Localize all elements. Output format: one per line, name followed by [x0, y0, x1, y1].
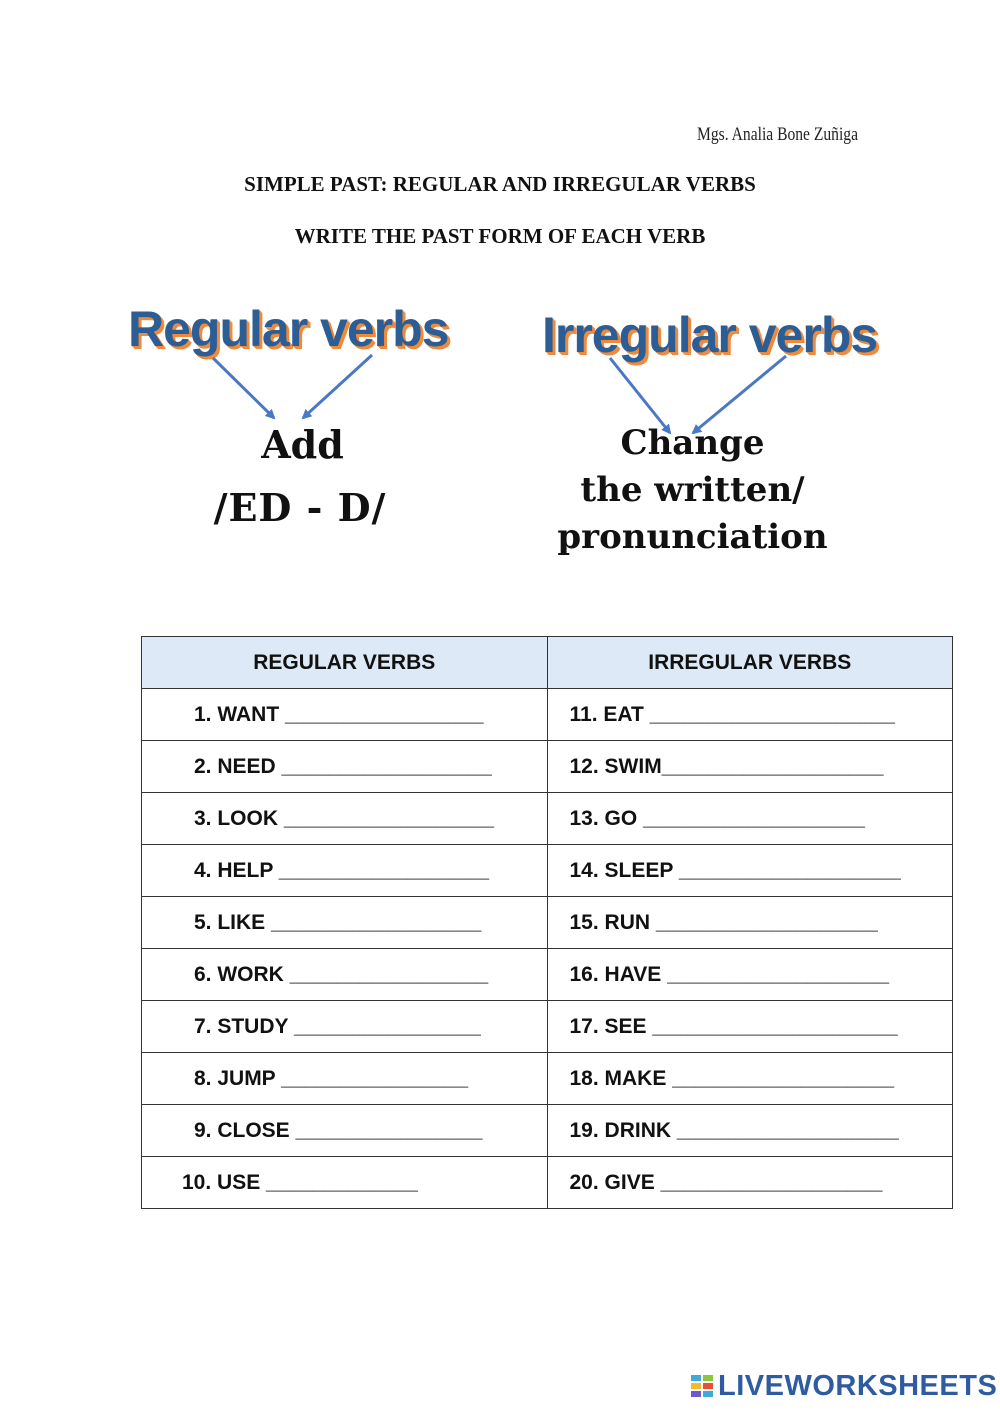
header-regular-verbs: REGULAR VERBS: [142, 637, 548, 689]
regular-verb-cell[interactable]: 10. USE _____________: [142, 1157, 548, 1209]
table-row: [142, 845, 953, 897]
irregular-verb-cell[interactable]: 12. SWIM___________________: [547, 741, 953, 793]
irregular-rule-line1: Change: [620, 423, 765, 463]
irregular-verbs-title: Irregular verbs: [542, 307, 878, 363]
liveworksheets-logo-icon: [690, 1374, 716, 1404]
table-row: [142, 949, 953, 1001]
table-row: [142, 689, 953, 741]
arrows-graphic: [0, 0, 1000, 600]
regular-verb-cell[interactable]: 2. NEED __________________: [142, 741, 548, 793]
regular-verb-cell[interactable]: 4. HELP __________________: [142, 845, 548, 897]
liveworksheets-logo-text: LIVEWORKSHEETS: [718, 1370, 998, 1402]
regular-verb-cell[interactable]: 9. CLOSE ________________: [142, 1105, 548, 1157]
irregular-verb-cell[interactable]: 17. SEE _____________________: [547, 1001, 953, 1053]
table-header-row: [142, 637, 953, 689]
regular-verb-cell[interactable]: 1. WANT _________________: [142, 689, 548, 741]
instruction-text: WRITE THE PAST FORM OF EACH VERB: [294, 224, 706, 248]
header-irregular-verbs: IRREGULAR VERBS: [547, 637, 953, 689]
regular-arrow-left: [213, 358, 274, 418]
regular-rule-line2: /ED - D/: [213, 485, 387, 530]
liveworksheets-logo[interactable]: [690, 1370, 998, 1406]
irregular-verb-cell[interactable]: 20. GIVE ___________________: [547, 1157, 953, 1209]
irregular-arrow-right: [693, 356, 786, 433]
page-title: SIMPLE PAST: REGULAR AND IRREGULAR VERBS: [244, 172, 756, 196]
regular-arrow-right: [303, 355, 372, 418]
regular-rule-line1: Add: [261, 422, 344, 467]
irregular-verb-cell[interactable]: 19. DRINK ___________________: [547, 1105, 953, 1157]
table-row: [142, 741, 953, 793]
irregular-verb-cell[interactable]: 11. EAT _____________________: [547, 689, 953, 741]
irregular-verb-cell[interactable]: 13. GO ___________________: [547, 793, 953, 845]
irregular-rule-line2: the written/: [580, 470, 805, 510]
regular-verb-cell[interactable]: 3. LOOK __________________: [142, 793, 548, 845]
irregular-verb-cell[interactable]: 14. SLEEP ___________________: [547, 845, 953, 897]
irregular-verb-cell[interactable]: 15. RUN ___________________: [547, 897, 953, 949]
regular-verb-cell[interactable]: 8. JUMP ________________: [142, 1053, 548, 1105]
irregular-arrow-left: [610, 358, 670, 433]
table-row: [142, 897, 953, 949]
irregular-verb-cell[interactable]: 18. MAKE ___________________: [547, 1053, 953, 1105]
irregular-verb-cell[interactable]: 16. HAVE ___________________: [547, 949, 953, 1001]
table-row: [142, 1157, 953, 1209]
regular-verb-cell[interactable]: 5. LIKE __________________: [142, 897, 548, 949]
table-row: [142, 793, 953, 845]
regular-verbs-title: Regular verbs: [128, 301, 449, 357]
verbs-table: [141, 636, 953, 1209]
irregular-rule-line3: pronunciation: [557, 517, 828, 557]
author-name: Mgs. Analia Bone Zuñiga: [697, 124, 858, 145]
regular-verb-cell[interactable]: 7. STUDY ________________: [142, 1001, 548, 1053]
table-row: [142, 1105, 953, 1157]
regular-verb-cell[interactable]: 6. WORK _________________: [142, 949, 548, 1001]
table-row: [142, 1053, 953, 1105]
table-row: [142, 1001, 953, 1053]
